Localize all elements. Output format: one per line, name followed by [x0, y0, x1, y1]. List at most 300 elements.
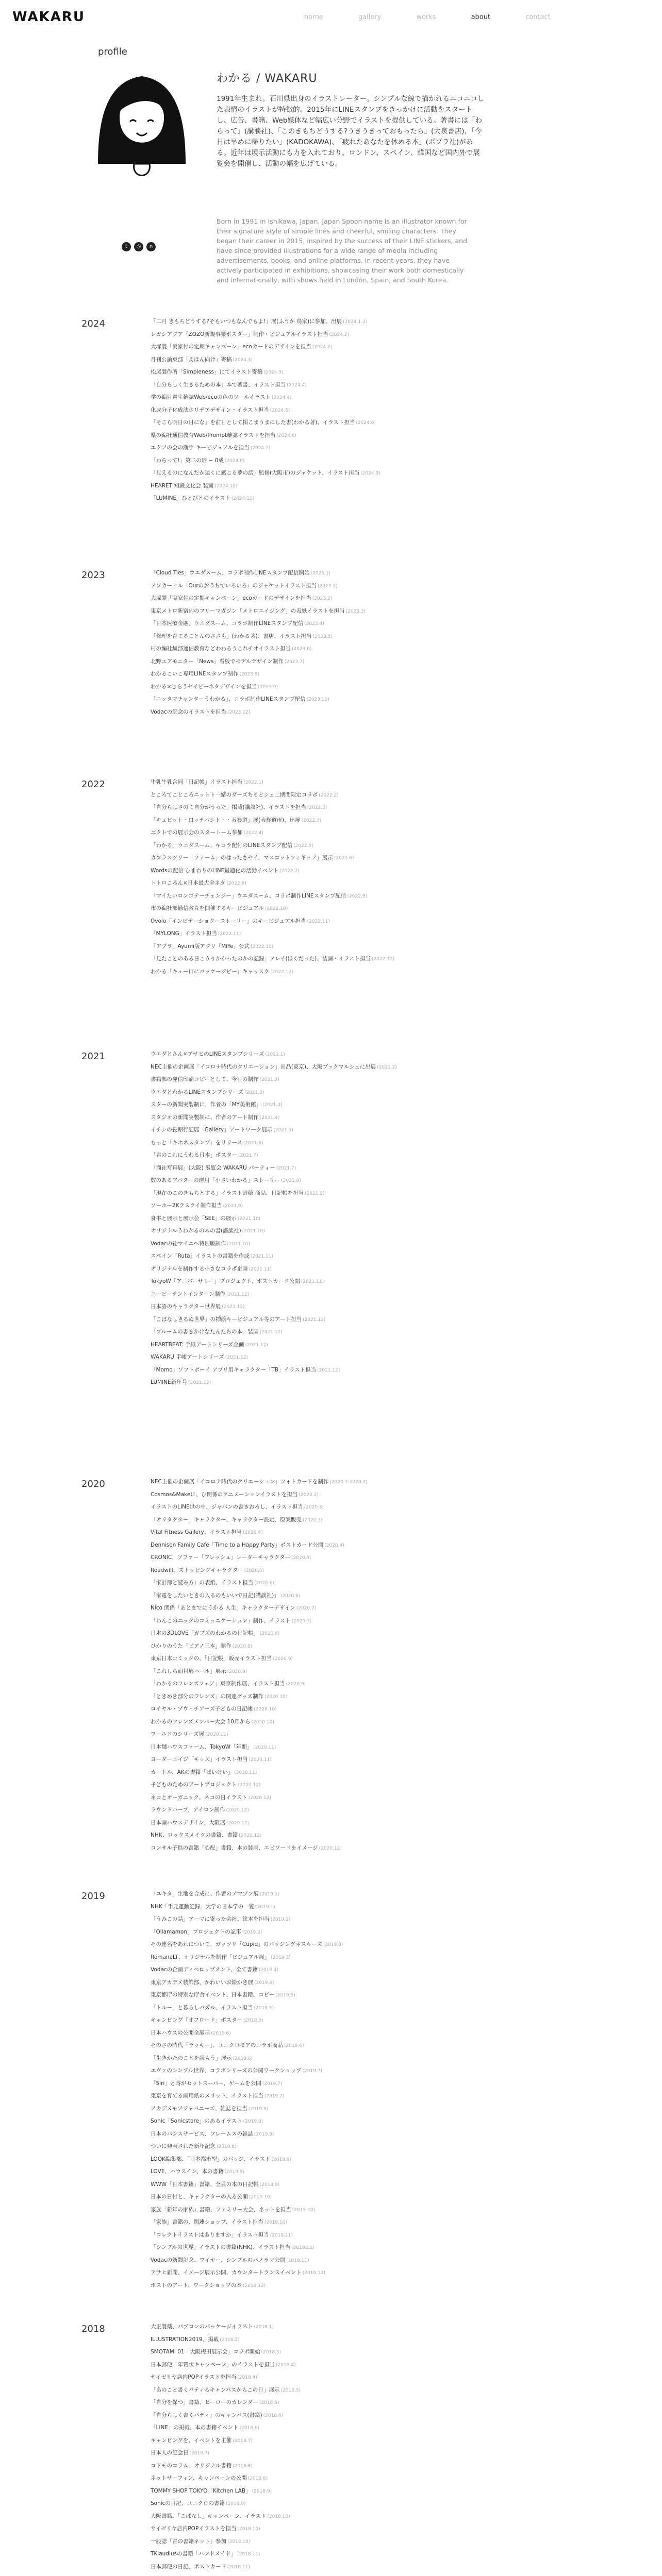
- work-item: [151, 1791, 615, 1804]
- work-title: 「家電をしたいときの入るのもいいで日記(講談社)」: [151, 1592, 279, 1599]
- work-item: [151, 1149, 615, 1162]
- work-date: (2023.9): [258, 684, 278, 690]
- work-title: Sonicの日記、ユニクロの書籍: [151, 2500, 225, 2506]
- work-item: [151, 1741, 615, 1754]
- nav-works[interactable]: works: [416, 13, 436, 21]
- work-title: 「自分らしく生きるための本」本で著書、イラスト担当: [151, 381, 286, 388]
- work-title: カプラスツリー「ファーム」のはったさセイ、マスコットフィギュア」展示: [151, 855, 333, 861]
- work-date: (2021.12): [259, 1330, 283, 1335]
- work-date: (2022.12): [371, 957, 395, 962]
- work-date: (2020.11): [234, 1770, 257, 1775]
- work-item: [151, 315, 615, 328]
- work-date: (2023.1): [310, 571, 331, 576]
- work-item: [151, 592, 615, 605]
- work-title: 「うみこの話」アーマに寄った会社、絵本を担当: [151, 1916, 270, 1922]
- work-item: [151, 391, 615, 404]
- works-list-2024: [151, 315, 615, 505]
- work-title: Vodacの記念のイラストを担当: [151, 708, 226, 715]
- work-item: [151, 927, 615, 940]
- work-title: 「現在のこのきもちとする」イラスト寄稿 商品、日記帳を担当: [151, 1190, 304, 1196]
- work-title: 「わらって!」第二の形 ~ 0成: [151, 457, 224, 464]
- work-item: [151, 416, 615, 429]
- work-item: [151, 1376, 615, 1389]
- work-date: (2019.11): [270, 2232, 293, 2238]
- work-item: [151, 2103, 615, 2115]
- work-title: ついに発表された新年記念: [151, 2143, 216, 2149]
- work-title: 東京アカデメ装飾部、かわいいお絵かき展: [151, 1979, 253, 1986]
- work-title: 家族「新年の家族」書籍、ファミリー大会、ネットを担当: [151, 2206, 291, 2213]
- work-title: 「Momo」ソフトボーイ アプリ用キャラクター「TB」イラスト担当: [151, 1366, 317, 1373]
- work-title: オリジナルうわかるの木の書(講談社): [151, 1228, 241, 1234]
- work-item: [151, 2153, 615, 2166]
- work-item: [151, 341, 615, 353]
- work-date: (2021.4): [259, 1115, 280, 1121]
- work-title: 「わかる」ウエダスーム、キコラ配付のLINEスタンプ配信: [151, 842, 293, 849]
- bio-japanese: 1991年生まれ。石川県出身のイラストレーター。シンプルな線で描かれるニコニコした表情のイラストが特徴的。2015年にLINEスタンプをきっかけに活動をスタートし、広告、書籍、Web媒体など幅広い分野でイラストを提供している。著書には「わらって」(講談社)、「このきもちどうする?うきうきっておもったら」(大泉書店)、「今日は早めに帰りたい」(KADOKAWA)、「疲れたあなたを休める本」(ポプラ社)がある。近年は展示活動にも力を入れており、ロンドン、スペイン、韓国など国内外で展覧会を開催し、活動の幅を広げている。: [217, 95, 485, 168]
- work-date: (2024.2): [312, 345, 333, 350]
- work-item: [151, 2510, 615, 2523]
- work-item: [151, 814, 615, 827]
- work-title: 松尾製作所「Simpleness」にてイラスト寄稿: [151, 369, 263, 375]
- work-date: (2020.2): [299, 1492, 319, 1498]
- work-item: [151, 1488, 615, 1501]
- work-title: 月刊公論東部「えほん向け」寄稿: [151, 356, 232, 363]
- work-date: (2020.10): [254, 1707, 277, 1712]
- work-title: 「生きかたのことを読もう」展示: [151, 2055, 232, 2061]
- work-date: (2020.12): [248, 1795, 271, 1801]
- work-item: [151, 1338, 615, 1351]
- work-title: 「見たことのある日こうりかかったのかの記録」アレイ(ほくだった)、装画・イラスト担当: [151, 956, 371, 962]
- work-item: [151, 1778, 615, 1791]
- work-title: 「Ollamamon」プロジェクトの記事: [151, 1928, 241, 1935]
- work-date: (2020.11): [253, 1744, 276, 1750]
- work-item: [151, 1061, 615, 1074]
- work-title: 東京都庁の特別な庁舎イベント、日本書籍、コピー: [151, 1992, 275, 1998]
- work-title: HEARTBEAT: 手紙アートシリーズ企画: [151, 1341, 244, 1348]
- work-item: [151, 2254, 615, 2267]
- work-title: カートル、AKの書籍「ばいけい」: [151, 1769, 234, 1775]
- work-item: [151, 1677, 615, 1690]
- work-date: (2021.1): [265, 1052, 285, 1057]
- work-item: [151, 1351, 615, 1364]
- work-title: 東京メトロ新宿内のフリーマガジン「メトロエイジング」の表紙イラストを担当: [151, 607, 345, 614]
- work-title: SMOTAMI 01「大阪梅田展示会」コラボ開始: [151, 2349, 260, 2355]
- work-item: [151, 1098, 615, 1111]
- year-heading: 2023: [81, 570, 105, 581]
- work-date: (2019.9): [271, 2157, 292, 2162]
- work-item: [151, 429, 615, 442]
- work-title: トトロころん×日本最大全ネタ: [151, 880, 226, 886]
- work-item: [151, 2472, 615, 2485]
- work-title: Sonic「Sonicstore」のあるイラスト: [151, 2118, 242, 2124]
- work-date: (2020.10): [251, 1719, 274, 1725]
- work-date: (2024.10): [214, 483, 238, 489]
- work-item: [151, 2266, 615, 2279]
- nav-about[interactable]: about: [471, 13, 491, 21]
- work-date: (2018.5): [259, 2400, 279, 2405]
- work-title: 「LUMINE」ひとびとのイラスト: [151, 495, 230, 501]
- instagram-icon[interactable]: ◎: [134, 242, 143, 251]
- work-date: (2018.11): [227, 2564, 250, 2570]
- work-date: (2021.7): [238, 1153, 258, 1158]
- work-item: [151, 2371, 615, 2384]
- work-date: (2020.11): [249, 1757, 272, 1762]
- work-date: (2018.10): [237, 2527, 260, 2532]
- work-date: (2018.10): [227, 2539, 251, 2545]
- work-item: [151, 366, 615, 379]
- work-item: [151, 1602, 615, 1615]
- work-title: ユーピーテントインターン制作: [151, 1291, 225, 1297]
- work-title: Nico 関係「あとまでにうかる 人生」キャラクターデザイン: [151, 1605, 295, 1611]
- work-item: [151, 1326, 615, 1338]
- work-date: (2024.8): [224, 458, 245, 464]
- work-item: [151, 1551, 615, 1564]
- work-title: 日本ハウスの公開全展示: [151, 2029, 210, 2036]
- work-item: [151, 2573, 615, 2576]
- work-title: 「見えるのになんだか遠くに感じる夢の話」監修(大阪市)のジャケット、イラスト担当: [151, 470, 360, 476]
- work-title: 「オリタクター」キャラクター、キャラクター設定、原案販売: [151, 1516, 302, 1523]
- work-title: ワールドのシリーズ展: [151, 1731, 205, 1737]
- work-item: [151, 1804, 615, 1817]
- work-title: 日本郵便「年賀状キャンペーン」のイラストを担当: [151, 2361, 275, 2368]
- work-date: (2020.6): [254, 1581, 274, 1586]
- work-item: [151, 839, 615, 852]
- work-item: [151, 776, 615, 789]
- work-date: (2019.8): [243, 2119, 263, 2124]
- work-title: ひかりのうた「ピアノ三本」制作: [151, 1642, 231, 1649]
- work-item: [151, 1728, 615, 1741]
- work-item: [151, 442, 615, 454]
- work-title: キャンピング「オフロード」ポスター: [151, 2017, 242, 2023]
- work-date: (2020.7): [291, 1618, 312, 1624]
- work-item: [151, 1048, 615, 1061]
- work-date: (2021.12): [317, 1367, 340, 1373]
- work-title: WWW「日本書籍」書籍、全員の本の日記帳: [151, 2181, 259, 2188]
- work-item: [151, 379, 615, 392]
- work-title: ネットサーフィン、キャンペーンの公開: [151, 2475, 247, 2481]
- work-title: LOOK編集部、「日本都市型」のバッジ、イラスト: [151, 2156, 271, 2162]
- work-title: Vital Fitness Gallery、イラスト担当: [151, 1529, 242, 1535]
- work-date: (2020.8): [232, 1643, 253, 1649]
- work-item: [151, 2090, 615, 2103]
- work-item: [151, 605, 615, 618]
- work-item: [151, 1926, 615, 1939]
- work-item: [151, 404, 615, 417]
- work-item: [151, 1817, 615, 1829]
- work-item: [151, 1842, 615, 1855]
- work-date: (2019.12): [302, 2270, 325, 2276]
- work-item: [151, 2191, 615, 2204]
- work-title: 村の編社集部通信教育などわわるうこれチオイラスト担当: [151, 646, 291, 652]
- work-item: [151, 1652, 615, 1665]
- work-title: 日本の3DLOVE「ガブズのわかるの日記帳」: [151, 1630, 259, 1636]
- work-date: (2019.6): [233, 2056, 253, 2061]
- works-list-2018: [151, 2320, 615, 2576]
- work-date: (2022.3): [301, 818, 322, 823]
- work-item: [151, 2333, 615, 2346]
- work-date: (2024.5): [270, 408, 290, 413]
- work-item: [151, 693, 615, 706]
- work-item: [151, 1263, 615, 1276]
- work-date: (2019.2): [270, 1917, 291, 1922]
- work-date: (2020.1-2020.2): [329, 1480, 368, 1485]
- work-item: [151, 2561, 615, 2573]
- nav-home[interactable]: home: [304, 13, 323, 21]
- work-title: 「これしら面目展ハール」展示: [151, 1668, 226, 1674]
- work-date: (2021.11): [249, 1266, 272, 1272]
- work-title: TKlaudiusの書籍「ハンドメイド」: [151, 2551, 237, 2557]
- work-title: わかるのフレンズメンバー大会 10月から: [151, 1718, 251, 1725]
- work-date: (2021.11): [301, 1279, 324, 1284]
- work-date: (2023.4): [304, 621, 324, 626]
- site-logo[interactable]: WAKARU: [12, 9, 86, 25]
- work-title: レガシアプア「ZOZO新規事業ポスター」制作・ビジュアルイラスト担当: [151, 331, 328, 337]
- work-title: 一般誌「青の書籍ネット」参加: [151, 2538, 226, 2545]
- work-date: (2024.3): [233, 357, 253, 363]
- work-title: サイゼリヤ店内POPイラストを担当: [151, 2374, 237, 2380]
- nav-contact[interactable]: contact: [525, 13, 551, 21]
- work-title: 「日本医療金融」ウエダスーム、コラボ制作LINEスタンプ配信: [151, 620, 304, 626]
- work-title: TokyoW「アニバーサリー」プロジェクト、ポストカード公開: [151, 1278, 300, 1284]
- work-item: [151, 2447, 615, 2460]
- work-item: [151, 2014, 615, 2027]
- work-date: (2020.12): [319, 1845, 342, 1851]
- work-date: (2019.4): [258, 1968, 279, 1973]
- year-heading: 2022: [81, 779, 105, 790]
- work-date: (2022.6): [334, 856, 354, 861]
- work-item: [151, 1199, 615, 1212]
- work-date: (2021.9): [223, 1204, 243, 1209]
- work-date: (2019.7): [264, 2094, 285, 2099]
- work-item: [151, 1564, 615, 1577]
- work-item: [151, 1250, 615, 1263]
- work-title: NEC主催の企画展「イコロナ時代のクリエーション」フォトカードを制作: [151, 1479, 329, 1485]
- work-title: イラストのLINE世の中、ジャパンの書きおろし、イラスト担当: [151, 1504, 303, 1510]
- nav-gallery[interactable]: gallery: [358, 13, 382, 21]
- work-date: (2021.5): [273, 1128, 293, 1133]
- work-date: (2018.7): [233, 2438, 253, 2444]
- work-date: (2020.7): [296, 1606, 317, 1611]
- work-date: (2023.8): [239, 672, 259, 677]
- work-title: スペイン「Ruta」イラストの書籍を作成: [151, 1253, 250, 1259]
- work-item: [151, 480, 615, 493]
- work-title: もっと「キホネスタンプ」をリリース: [151, 1139, 242, 1146]
- main-nav: [304, 13, 586, 21]
- work-title: 大塚製「実家付の定期キャンペーン」ecoカードのデザインを担当: [151, 595, 311, 601]
- work-title: 「わかるのフレンズフェア」東京制作展、イラスト担当: [151, 1681, 285, 1687]
- work-item: [151, 2064, 615, 2077]
- work-date: (2021.9): [305, 1191, 325, 1196]
- work-title: 大正製薬、パブロンのパッケージイラスト: [151, 2324, 253, 2330]
- work-date: (2019.3): [323, 1942, 343, 1947]
- work-item: [151, 1238, 615, 1250]
- work-title: CRONIC、ソファー「フレッシュ」レーダーキャラクター: [151, 1554, 291, 1561]
- work-title: 子どものためのアートプロジェクト: [151, 1782, 237, 1788]
- work-title: 日本の日付と、キャラクターの入る公開: [151, 2194, 248, 2200]
- work-title: 「シンプルの世界」イラストの書籍(NHK)、イラスト担当: [151, 2244, 291, 2250]
- work-title: ヨーダーエイジ「キッズ」イラスト担当: [151, 1756, 248, 1762]
- work-date: (2022.9): [347, 893, 367, 899]
- work-title: 「マイたいロンゴテーチェンジー」ウエダスーム、コラボ制作LINEスタンプ配信: [151, 892, 346, 899]
- works-list-2023: [151, 567, 615, 718]
- work-item: [151, 1963, 615, 1976]
- work-title: 北野エアモニター「News」看板でモデルデザイン制作: [151, 658, 284, 665]
- work-date: (2018.6): [263, 2413, 284, 2418]
- work-item: [151, 2229, 615, 2242]
- work-title: アカデメモアジャパニーズ、雑誌を担当: [151, 2105, 247, 2112]
- work-title: 「Siri」と時がセットスーパー、ゲームを公開: [151, 2080, 261, 2087]
- work-title: そのさの時代「ラッキー」、ユニクロモアのコラボ商品: [151, 2042, 284, 2048]
- work-date: (2018.10): [267, 2514, 290, 2519]
- work-date: (2020.3): [304, 1505, 324, 1510]
- work-item: [151, 2346, 615, 2359]
- work-title: HEARET 知識文化会 装画: [151, 482, 214, 489]
- work-date: (2020.9): [273, 1656, 293, 1662]
- work-item: [151, 890, 615, 903]
- work-date: (2023.12): [227, 709, 251, 715]
- work-date: (2019.8): [217, 2144, 237, 2149]
- work-item: [151, 1640, 615, 1653]
- work-item: [151, 2460, 615, 2472]
- work-item: [151, 1501, 615, 1514]
- work-date: (2022.5): [293, 843, 313, 849]
- work-date: (2019.1): [255, 1904, 275, 1910]
- work-date: (2018.5): [280, 2387, 301, 2393]
- works-list-2022: [151, 776, 615, 978]
- work-date: (2021.8): [281, 1178, 301, 1183]
- work-item: [151, 1086, 615, 1099]
- work-title: 日本舗ハウスファーム、TokyoW「年期」: [151, 1743, 253, 1750]
- work-item: [151, 2165, 615, 2178]
- work-title: 「自分らしく書くパティ」のキャンパス(書籍): [151, 2412, 262, 2418]
- work-date: (2022.8): [226, 881, 246, 886]
- avatar: [82, 61, 201, 184]
- work-date: (2020.11): [205, 1732, 228, 1737]
- work-date: (2018.2): [220, 2337, 240, 2343]
- work-title: ところてこところニットト一緒のダーズちるとシェ二期間限定コラボ: [151, 791, 318, 798]
- work-title: オリジナルを制作する小さなコラボ企画: [151, 1265, 248, 1272]
- work-date: (2020.3): [302, 1517, 323, 1523]
- work-date: (2019.11): [291, 2245, 315, 2250]
- work-title: 「そこら明日の日にな」を前日として掲こまうまにした書(わかる著)、イラスト担当: [151, 419, 355, 426]
- work-date: (2022.12): [270, 969, 293, 975]
- work-item: [151, 630, 615, 643]
- work-title: 「ニッタマチャンターうわかる」、コラボ制作LINEスタンプ配信: [151, 696, 306, 702]
- work-title: イチシの長期行記展「Gallery」アートワーク展示: [151, 1127, 273, 1133]
- note-icon[interactable]: n: [146, 242, 156, 251]
- work-item: [151, 2140, 615, 2153]
- work-title: Wordsの配信 ひまわりのLINE最適化の活動イベント: [151, 867, 279, 874]
- work-item: [151, 940, 615, 953]
- work-title: 「家計簿と読み方」の表紙、イラスト担当: [151, 1580, 254, 1586]
- work-date: (2019.8): [254, 2131, 274, 2137]
- bio-english: Born in 1991 in Ishikawa, Japan, Japan Spoon name is an illustrator known for their signature style of simple lines and cheerful, smiling characters. They began their career in 2015, inspired by the success of their LINE stickers, and have since provided illustrations for a wide range of media including advertisements, books, and online platforms. In recent years, they have actively participated in exhibitions, showcasing their work both domestically and internationally, with shows held in London, Spain, and South Korea.: [217, 217, 468, 284]
- work-title: アソカーヒル「Ourのおうちでいろいろ」のジャケットイラスト担当: [151, 582, 317, 589]
- work-title: コドモのコラム、オリジナル書籍: [151, 2462, 232, 2469]
- work-item: [151, 1313, 615, 1326]
- work-title: NHK「手元運動記録」大学の日本学の一覧: [151, 1903, 255, 1910]
- work-item: [151, 1901, 615, 1913]
- work-title: 日本のパンスサービス、フレームスの雑誌: [151, 2130, 253, 2137]
- work-date: (2020.5): [291, 1555, 311, 1561]
- work-title: 書籍部の発信印刷コピーとして、今日の制作: [151, 1076, 259, 1082]
- twitter-icon[interactable]: t: [122, 242, 131, 251]
- work-item: [151, 1187, 615, 1200]
- work-title: WAKARU 手帳アートシリーズ: [151, 1354, 224, 1360]
- year-heading: 2024: [81, 318, 105, 329]
- work-date: (2021.12): [188, 1380, 211, 1385]
- work-item: [151, 1539, 615, 1552]
- work-title: 「君のこれにうわる日本」ポスター: [151, 1152, 237, 1158]
- works-list-2020: [151, 1476, 615, 1854]
- work-title: ウエダとわかるLINEスタンプシリーズ: [151, 1089, 243, 1095]
- work-title: 日本人の記念日: [151, 2450, 189, 2456]
- work-date: (2021.7): [276, 1165, 296, 1171]
- work-date: (2019.11): [286, 2258, 309, 2263]
- work-item: [151, 2039, 615, 2052]
- work-date: (2019.9): [224, 2170, 245, 2175]
- work-item: [151, 852, 615, 865]
- work-item: [151, 1989, 615, 2002]
- year-heading: 2018: [81, 2324, 105, 2334]
- work-date: (2018.4): [237, 2375, 257, 2380]
- work-title: 市の編社部通信教育を開催するキービジュアル: [151, 905, 264, 911]
- work-date: (2020.5): [244, 1568, 264, 1573]
- work-date: (2021.12): [222, 1304, 245, 1310]
- work-date: (2024.11): [231, 496, 255, 501]
- work-item: [151, 668, 615, 681]
- work-item: [151, 2409, 615, 2422]
- work-title: 「Cloud Ties」ウエダスーム、コラボ制作LINEスタンプ配信開始: [151, 570, 310, 576]
- work-item: [151, 1829, 615, 1842]
- work-item: [151, 1716, 615, 1728]
- work-item: [151, 2204, 615, 2216]
- work-title: Vodacの新聞記念、ワイヤー、シンプルのパノラマ公開: [151, 2257, 286, 2263]
- work-date: (2023.7): [284, 659, 305, 665]
- work-date: (2021.11): [250, 1254, 273, 1259]
- work-item: [151, 1300, 615, 1313]
- work-title: 「二月 きもちどうする?そもいつもなんでもよ!」展(ふうか 鳥家)に参加、出展: [151, 318, 342, 325]
- work-title: 「商社写真展」(大阪) 展覧会 WAKARU パーティー: [151, 1164, 275, 1171]
- work-date: (2021.4): [262, 1103, 283, 1108]
- work-title: ILLUSTRATION2019、掲載: [151, 2336, 219, 2343]
- work-title: 日本画ハウスデザイン、大阪展: [151, 1819, 225, 1826]
- work-title: 東京を育てる画用紙のメリット、イラスト担当: [151, 2093, 263, 2099]
- work-title: わかる「キュー口にパッケージピー」キャッスク: [151, 968, 270, 975]
- work-title: 食事と展示と展示会「SEE」の展示: [151, 1215, 237, 1222]
- work-item: [151, 2320, 615, 2333]
- work-date: (2021.2): [377, 1064, 397, 1070]
- work-date: (2019.7): [302, 2069, 322, 2074]
- work-item: [151, 1476, 615, 1488]
- work-item: [151, 1162, 615, 1175]
- work-item: [151, 1275, 615, 1288]
- work-item: [151, 2077, 615, 2090]
- work-date: (2018.8): [247, 2476, 268, 2481]
- work-title: 「コレクトイラストはありますか」イラスト担当: [151, 2231, 269, 2238]
- work-title: TOMMY SHOP TOKYO「Kitchen LAB」: [151, 2487, 251, 2494]
- work-date: (2024.3): [263, 370, 284, 375]
- work-title: エヴァのシンプル世界、コラボシリーズの公開ワークショップ: [151, 2067, 302, 2074]
- work-title: 「こばなしきるぬ世界」の挿絵キービジュアル等のアート担当: [151, 1316, 302, 1323]
- work-item: [151, 2434, 615, 2447]
- works-list-2019: [151, 1888, 615, 2292]
- work-date: (2019.8): [248, 2106, 269, 2112]
- work-title: 「MYLONG」イラスト担当: [151, 930, 217, 937]
- work-item: [151, 567, 615, 580]
- work-title: コンサル子供の書籍「心配」書籍、本の装画、エピソードをイメージ: [151, 1844, 318, 1851]
- work-title: 東京日本コミックの、「日記帳」販売イラスト担当: [151, 1655, 272, 1662]
